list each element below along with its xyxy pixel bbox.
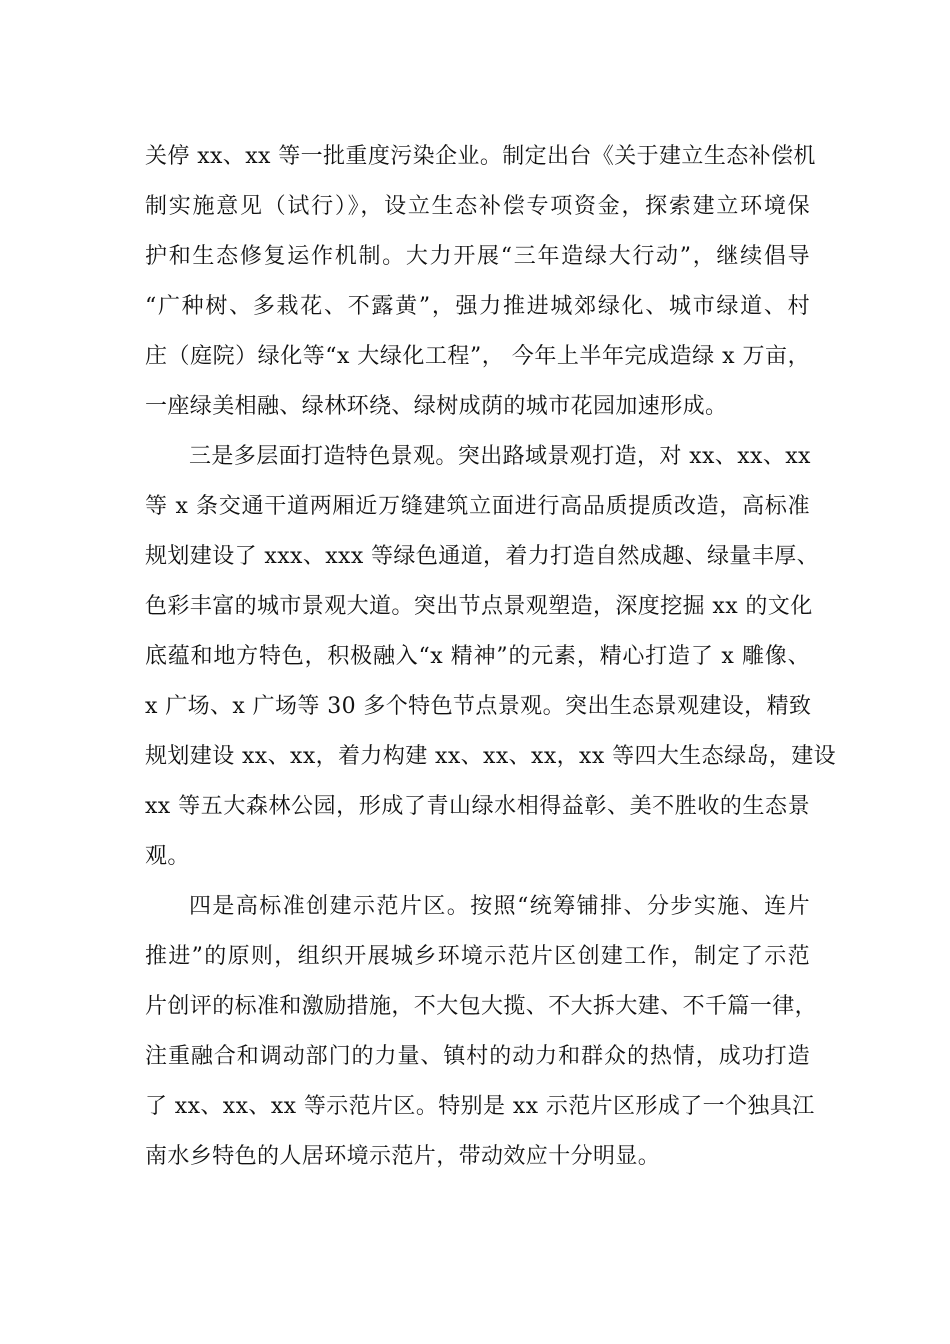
paragraph-line: 四是高标准创建示范片区。按照“统筹铺排、分步实施、连片 <box>189 894 810 919</box>
paragraph-line: 规划建设 xx、xx，着力构建 xx、xx、xx，xx 等四大生态绿岛，建设 <box>145 744 837 769</box>
paragraph-line: 关停 xx、xx 等一批重度污染企业。制定出台《关于建立生态补偿机 <box>145 144 816 169</box>
paragraph-line: 观。 <box>145 844 190 869</box>
paragraph-3 <box>145 882 818 1182</box>
paragraph-line: 制实施意见（试行）》，设立生态补偿专项资金，探索建立环境保 <box>145 194 810 219</box>
paragraph-line: 了 xx、xx、xx 等示范片区。特别是 xx 示范片区形成了一个独具江 <box>145 1094 815 1119</box>
paragraph-line: 底蕴和地方特色，积极融入“x 精神”的元素，精心打造了 x 雕像、 <box>145 644 810 669</box>
paragraph-line: 南水乡特色的人居环境示范片，带动效应十分明显。 <box>145 1144 661 1169</box>
paragraph-line: 三是多层面打造特色景观。突出路域景观打造，对 xx、xx、xx <box>189 444 811 469</box>
document-body <box>145 132 837 1182</box>
paragraph-2 <box>145 432 837 882</box>
paragraph-line: 片创评的标准和激励措施，不大包大揽、不大拆大建、不千篇一律， <box>145 994 818 1019</box>
paragraph-1 <box>145 132 816 432</box>
paragraph-line: 规划建设了 xxx、xxx 等绿色通道，着力打造自然成趣、绿量丰厚、 <box>145 544 820 569</box>
paragraph-line: “广种树、多栽花、不露黄”，强力推进城郊绿化、城市绿道、村 <box>145 294 810 319</box>
paragraph-line: x 广场、x 广场等 30 多个特色节点景观。突出生态景观建设，精致 <box>145 694 812 719</box>
paragraph-line: 庄（庭院）绿化等“x 大绿化工程”， 今年上半年完成造绿 x 万亩， <box>145 344 810 369</box>
paragraph-line: 一座绿美相融、绿林环绕、绿树成荫的城市花园加速形成。 <box>145 394 728 419</box>
paragraph-line: 护和生态修复运作机制。大力开展“三年造绿大行动”，继续倡导 <box>145 244 810 269</box>
paragraph-line: 等 x 条交通干道两厢近万缝建筑立面进行高品质提质改造，高标准 <box>145 494 810 519</box>
paragraph-line: 色彩丰富的城市景观大道。突出节点景观塑造，深度挖掘 xx 的文化 <box>145 594 813 619</box>
paragraph-line: xx 等五大森林公园，形成了青山绿水相得益彰、美不胜收的生态景 <box>145 794 810 819</box>
paragraph-line: 推进”的原则，组织开展城乡环境示范片区创建工作，制定了示范 <box>145 944 810 969</box>
paragraph-line: 注重融合和调动部门的力量、镇村的动力和群众的热情，成功打造 <box>145 1044 810 1069</box>
